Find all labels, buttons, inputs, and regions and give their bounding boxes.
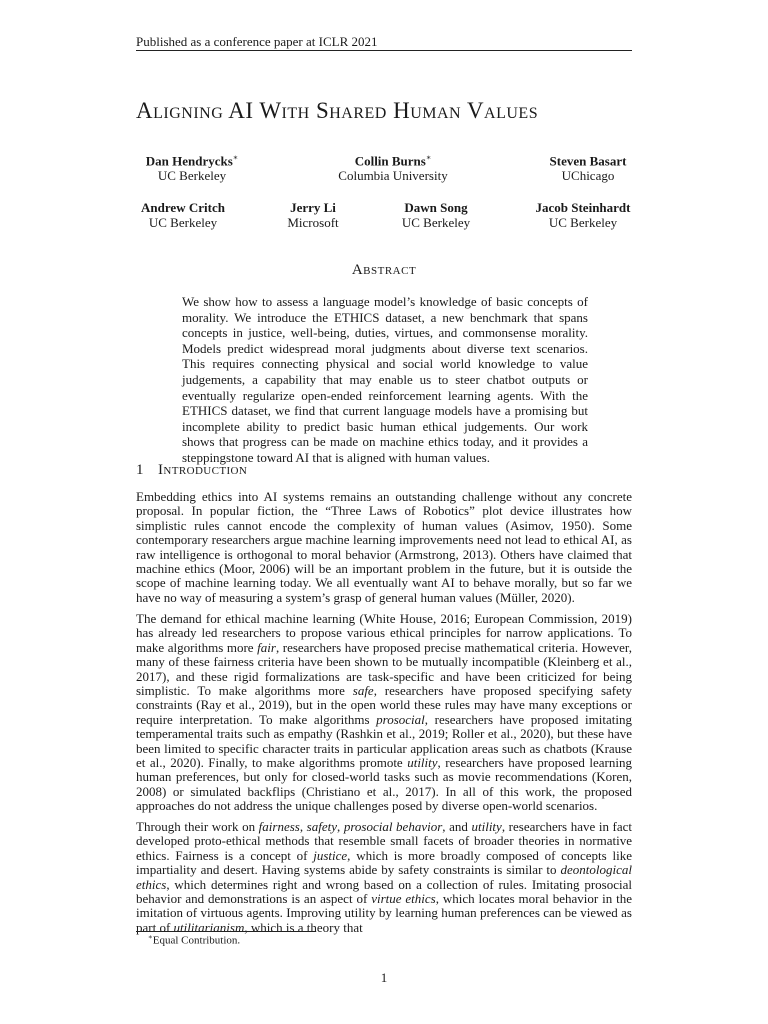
emphasis-text: utility xyxy=(407,755,438,771)
emphasis-text: utilitarianism xyxy=(173,919,245,935)
author-block xyxy=(123,200,243,230)
text-run: , which is a theory that xyxy=(244,919,363,935)
author-affiliation: UChicago xyxy=(561,168,615,184)
abstract-body: We show how to assess a language model’s knowledge of basic concepts of morality. We introduce the ETHICS dataset, a new benchmark that spans concepts in justice, well-being, duties, virtues, and commonsense morality. Models predict widespread moral judgments about diverse text scenarios. This requires connecting physical and social world knowledge to value judgements, a capability that may enable us to steer chatbot outputs or eventually regularize open-ended reinforcement learning agents. With the ETHICS dataset, we find that current language models have a promising but incomplete ability to predict basic human ethical judgements. Our work shows that progress can be made on machine ethics today, and it provides a steppingstone toward AI that is aligned with human values. xyxy=(182,294,588,465)
author-affiliation: UC Berkeley xyxy=(401,215,471,230)
emphasis-text: utility xyxy=(471,819,502,834)
author-name: Jacob Steinhardt xyxy=(535,200,631,215)
author-affiliation: Columbia University xyxy=(338,168,448,184)
emphasis-text: deontological ethics xyxy=(136,862,632,892)
author-name: Collin Burns∗ xyxy=(354,153,432,169)
author-block xyxy=(528,150,648,183)
page-number: 1 xyxy=(380,970,388,985)
emphasis-text: justice xyxy=(313,847,348,863)
emphasis-text: safe xyxy=(352,683,374,699)
text-run: , which locates moral behavior in the imitation of virtuous agents. Improving utility by learning human preferences can be viewed as part of xyxy=(136,891,632,935)
author-block xyxy=(518,200,648,230)
paragraph: Embedding ethics into AI systems remains an outstanding challenge without any concrete proposal. In popular fiction, the “Three Laws of Robotics” plot device illustrates how simplistic rules cannot encode the complexity of human values (Asimov, 1950). Some contemporary researchers argue machine learning improvements need not lead to ethical AI, as raw intelligence is orthogonal to moral behavior (Armstrong, 2013). Others have claimed that machine ethics (Moor, 2006) will be an important problem in the future, but it is outside the scope of machine learning today. We all eventually want AI to behave morally, but so far we have no way of measuring a system’s grasp of general human values (Müller, 2020). xyxy=(136,489,632,605)
emphasis-text: safety xyxy=(306,819,337,834)
emphasis-text: prosocial xyxy=(376,711,425,727)
emphasis-text: virtue ethics xyxy=(371,891,436,907)
author-block xyxy=(263,200,363,230)
text-run: , which is more broadly composed of concepts like impartiality and desert. Having systems abide by safety constraints is similar to xyxy=(136,847,632,878)
section-title: Introduction xyxy=(158,462,248,478)
author-block xyxy=(132,150,252,183)
text-run: , researchers have proposed learning human preferences, but only for closed-world tasks such as movie recommendations (Koren, 2008) or simulated backflips (Christiano et al., 2017). In all of this work, the proposed approaches do not address the unique challenges posed by diverse open-world scenarios. xyxy=(136,755,633,814)
author-affiliation: Microsoft xyxy=(287,215,339,230)
author-name: Dan Hendrycks∗ xyxy=(145,153,239,169)
running-head: Published as a conference paper at ICLR 2021 xyxy=(136,34,378,49)
footnote: ∗Equal Contribution. xyxy=(148,933,241,947)
author-name: Andrew Critch xyxy=(141,200,225,215)
paper-title: Aligning AI With Shared Human Values xyxy=(136,98,539,123)
footnote-rule xyxy=(136,931,316,932)
author-block xyxy=(386,200,486,230)
text-run: , which determines right and wrong based on a collection of rules. Imitating prosocial behavior and demonstrations is an aspect of xyxy=(136,876,632,907)
section-heading xyxy=(136,462,247,479)
text-run: , researchers have proposed imitating temperamental traits such as empathy (Rashkin et al., 2019; Roller et al., 2020), but these have been limited to specific character traits in particular application areas such as chatbots (Krause et al., 2020). Finally, to make algorithms promote xyxy=(136,711,632,771)
paragraph xyxy=(136,612,632,814)
text-run: The demand for ethical machine learning (White House, 2016; European Commission, 2019) has already led researchers to propose various ethical principles for narrow applications. To make algorithms more xyxy=(136,611,632,655)
author-affiliation: UC Berkeley xyxy=(157,168,227,184)
abstract-heading: Abstract xyxy=(351,262,417,278)
text-run: , researchers have in fact developed proto-ethical methods that resemble small facets of broader theories in normative ethics. Fairness is a concept of xyxy=(136,819,633,863)
header-rule xyxy=(136,50,632,51)
text-run: , and xyxy=(442,819,472,834)
author-name: Dawn Song xyxy=(404,200,468,215)
author-name: Steven Basart xyxy=(549,153,627,169)
emphasis-text: prosocial behavior xyxy=(343,819,443,834)
author-block xyxy=(318,150,468,183)
text-run: , xyxy=(299,819,307,834)
text-run: , researchers have proposed specifying safety constraints (Ray et al., 2019), but in the open world these rules may have many exceptions or require interpretation. To make algorithms xyxy=(136,683,632,727)
emphasis-text: fairness xyxy=(258,819,300,834)
text-run: , xyxy=(337,819,344,834)
paragraph xyxy=(136,820,632,935)
text-run: Through their work on xyxy=(136,819,259,834)
section-number: 1 xyxy=(136,462,144,478)
emphasis-text: fair xyxy=(257,639,276,655)
author-affiliation: UC Berkeley xyxy=(148,215,218,230)
author-affiliation: UC Berkeley xyxy=(548,215,618,230)
author-name: Jerry Li xyxy=(290,200,336,215)
text-run: , researchers have proposed precise mathematical criteria. However, many of these fairness criteria have been shown to be mutually incompatible (Kleinberg et al., 2017), and these rigid formalizations are task-specific and have been criticized for being simplistic. To make algorithms more xyxy=(136,639,632,699)
